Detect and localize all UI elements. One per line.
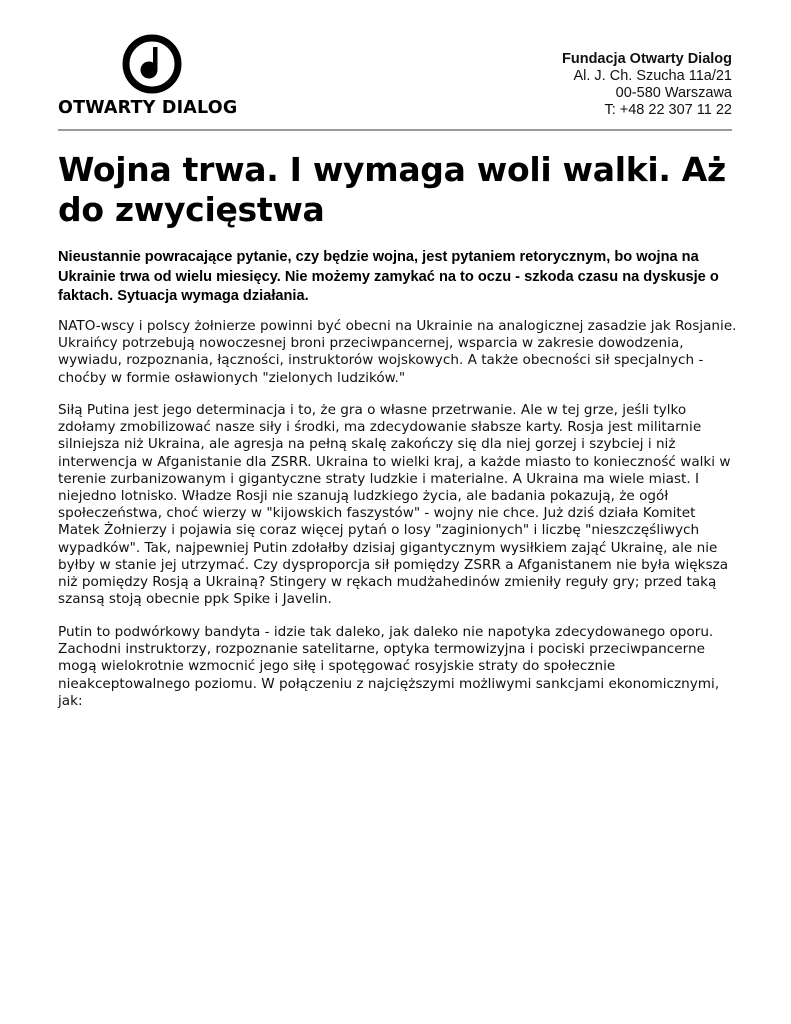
organization-name: Fundacja Otwarty Dialog bbox=[562, 51, 732, 67]
article-title: Wojna trwa. I wymaga woli walki. Aż do zwycięstwa bbox=[58, 150, 726, 229]
organization-logo bbox=[58, 34, 248, 124]
article-paragraph: NATO-wscy i polscy żołnierze powinni być obecni na Ukrainie na analogicznej zasadzie jak Rosjanie. Ukraińcy potrzebują nowoczesnej broni przeciwpancernej, wsparcia w zakresie dowodzenia, wywiadu, rozpoznania, łączności, instruktorów wojskowych. A także obecności sił specjalnych - choćby w formie osławionych "zielonych ludzików." bbox=[58, 318, 737, 386]
article-lead: Nieustannie powracające pytanie, czy będzie wojna, jest pytaniem retorycznym, bo wojna na Ukrainie trwa od wielu miesięcy. Nie możemy zamykać na to oczu - szkoda czasu na dyskusje o faktach. Sytuacja wymaga działania. bbox=[58, 249, 719, 304]
header-divider bbox=[58, 129, 732, 131]
article-paragraph: Siłą Putina jest jego determinacja i to, że gra o własne przetrwanie. Ale w tej grze, jeśli tylko zdołamy zmobilizować nasze siły i środki, ma zdecydowanie słabsze karty. Rosja jest militarnie silniejsza niż Ukraina, ale agresja na pełną skalę zakończy się dla niej gorzej i szybciej i niż interwencja w Afganistanie dla ZSRR. Ukraina to wielki kraj, a każde miasto to konieczność walki w terenie zurbanizowanym i gigantyczne straty ludzkie i materialne. A Ukraina ma wiele miast. I niejedno lotnisko. Władze Rosji nie szanują ludzkiego życia, ale badania pokazują, że ogół społeczeństwa, choć wierzy w "kijowskich faszystów" - wojny nie chce. Już dziś działa Komitet Matek Żołnierzy i pojawia się coraz więcej pytań o losy "zaginionych" i liczbę "nieszczęśliwych wypadków". Tak, najpewniej Putin zdołałby dzisiaj gigantycznym wysiłkiem zająć Ukrainę, ale nie byłby w stanie jej utrzymać. Czy dysproporcja sił pomiędzy ZSRR a Afganistanem nie była większa niż pomiędzy Rosją a Ukrainą? Stingery w rękach mudżahedinów zmieniły reguły gry; przed taką szansą stoją obecnie ppk Spike i Javelin. bbox=[58, 402, 731, 608]
logo-wordmark: OTWARTY DIALOG bbox=[58, 98, 238, 118]
phone-number: T: +48 22 307 11 22 bbox=[604, 102, 732, 118]
music-note-logo-icon bbox=[122, 34, 182, 94]
contact-block bbox=[562, 51, 732, 119]
article-paragraph: Putin to podwórkowy bandyta - idzie tak daleko, jak daleko nie napotyka zdecydowanego oporu. Zachodni instruktorzy, rozpoznanie satelitarne, optyka termowizyjna i pociski przeciwpancerne mogą wielokrotnie wzmocnić jego siłę i spotęgować rosyjskie straty do społecznie nieakceptowalnego poziomu. W połączeniu z najcięższymi możliwymi sankcjami ekonomicznymi, jak: bbox=[58, 624, 720, 709]
address-city: 00-580 Warszawa bbox=[615, 85, 732, 101]
address-street: Al. J. Ch. Szucha 11a/21 bbox=[573, 68, 732, 84]
